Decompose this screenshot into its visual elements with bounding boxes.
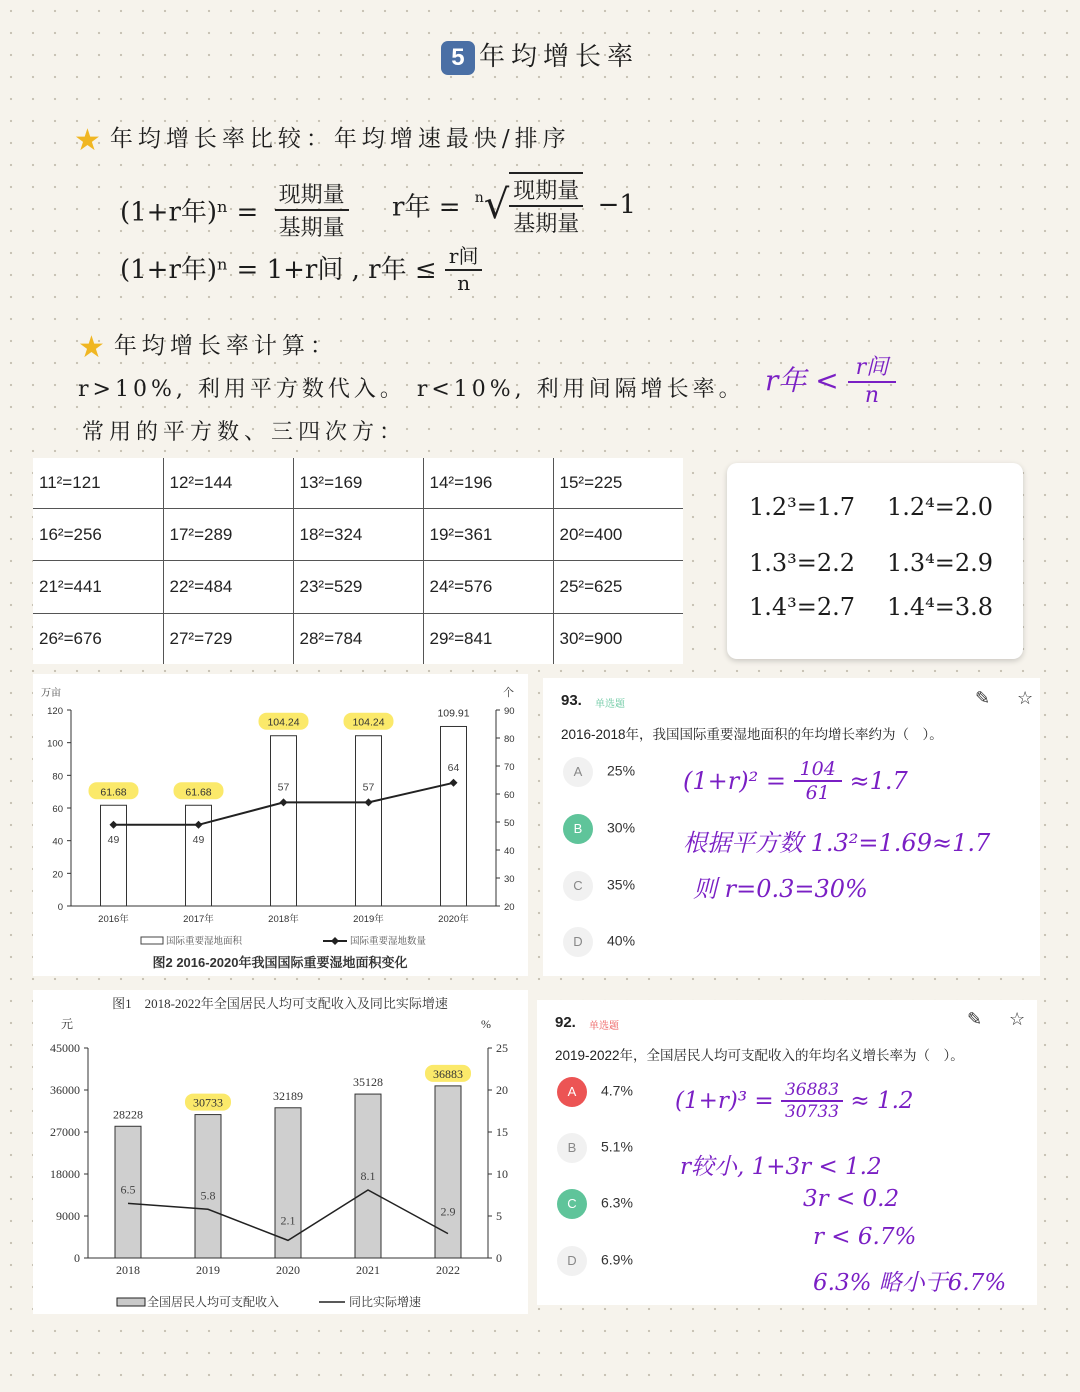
y-tick-label: 18000: [50, 1167, 80, 1181]
x-tick-label: 2020: [276, 1263, 300, 1277]
handwritten-note: r较小, 1+3r < 1.2: [680, 1154, 882, 1180]
y-tick-label: 0: [74, 1251, 80, 1265]
table-cell: 14²=196: [423, 458, 553, 509]
radical-sign: √: [483, 182, 510, 228]
option-c[interactable]: C 6.3%: [557, 1189, 633, 1219]
table-row: [33, 458, 683, 509]
table-cell: 23²=529: [293, 561, 423, 613]
y-tick-label-right: 0: [496, 1251, 502, 1265]
legend-bar-swatch: [117, 1298, 145, 1306]
y-tick-label: 45000: [50, 1041, 80, 1055]
power-entry: 1.4⁴=3.8: [887, 593, 994, 621]
fraction: $\frac{104}{61}$: [794, 758, 842, 804]
line-value-label: 2.9: [440, 1204, 456, 1219]
table-cell: 25²=625: [553, 561, 683, 613]
x-tick-label: 2019: [196, 1263, 220, 1277]
table-cell: 11²=121: [33, 458, 163, 509]
table-cell: 27²=729: [163, 613, 293, 664]
handwritten-note: 3r < 0.2: [803, 1186, 900, 1212]
y-tick-label: 20: [52, 869, 63, 881]
bar: [195, 1115, 221, 1258]
bar-value-label: 104.24: [267, 716, 300, 729]
table-cell: 30²=900: [553, 613, 683, 664]
section2-heading: ★ 年均增长率计算：: [78, 329, 338, 365]
line-value-label: 64: [447, 761, 460, 774]
option-a[interactable]: A 25%: [563, 757, 635, 787]
formula-growth-ratio: (1+r年)ⁿ = 现期量 基期量: [120, 178, 349, 242]
table-cell: 28²=784: [293, 613, 423, 664]
option-d[interactable]: D 40%: [563, 927, 635, 957]
power-entry: 1.3⁴=2.9: [887, 549, 994, 577]
handwritten-note: 则 r=0.3=30%: [693, 875, 868, 903]
table-cell: 19²=361: [423, 509, 553, 561]
table-cell: 13²=169: [293, 458, 423, 509]
y-tick-label: 60: [52, 804, 63, 815]
bar-value-label: 36883: [433, 1066, 463, 1081]
question-text: 2019-2022年，全国居民人均可支配收入的年均名义增长率为（ ）。: [555, 1048, 964, 1063]
y-tick-label-right: 80: [504, 734, 515, 745]
right-axis-unit: 个: [503, 687, 514, 699]
table-cell: 26²=676: [33, 613, 163, 664]
line-value-label: 6.5: [120, 1182, 136, 1197]
y-tick-label-right: 70: [504, 762, 515, 773]
legend-line-label: 国际重要湿地数量: [350, 936, 427, 947]
handwritten-note: (1+r)³ = $\frac{36883}{30733}$ ≈ 1.2: [675, 1080, 914, 1122]
question-number: 92.: [555, 1014, 576, 1031]
wetland-chart-panel: [33, 674, 528, 976]
option-b[interactable]: B 30%: [563, 814, 635, 844]
y-tick-label-right: 25: [496, 1041, 508, 1055]
table-cell: 20²=400: [553, 509, 683, 561]
x-tick-label: 2018: [116, 1263, 140, 1277]
bar: [441, 726, 467, 906]
line-value-label: 49: [192, 833, 205, 846]
legend-line-label: 同比实际增速: [349, 1295, 422, 1309]
x-tick-label: 2022: [436, 1263, 460, 1277]
legend-bar-swatch: [141, 937, 163, 944]
power-entry: 1.2⁴=2.0: [887, 493, 994, 521]
wetland-chart: [33, 674, 528, 976]
y-tick-label: 40: [52, 836, 63, 848]
table-cell: 24²=576: [423, 561, 553, 613]
bar-value-label: 104.24: [352, 716, 385, 729]
bar: [186, 805, 212, 906]
legend-line-marker: [331, 937, 339, 945]
ineq-note: r年 < r间 n: [765, 350, 896, 408]
calc-rule: r>10%, 利用平方数代入。 r<10%, 利用间隔增长率。: [78, 377, 745, 402]
title-text: 年均增长率: [478, 42, 639, 72]
formula-interval: (1+r年)ⁿ = 1+r间 , r年 ≤ r间 n: [120, 240, 482, 295]
option-a[interactable]: A 4.7%: [557, 1077, 633, 1107]
fraction: r间 n: [848, 350, 897, 408]
legend-bar-label: 全国居民人均可支配收入: [147, 1295, 280, 1309]
powers-card: [727, 463, 1023, 659]
bar-value-label: 28228: [113, 1107, 143, 1122]
x-tick-label: 2018年: [268, 914, 299, 925]
edit-icon[interactable]: ✎: [967, 1009, 983, 1029]
line-value-label: 57: [277, 781, 290, 794]
bar: [101, 805, 127, 906]
line-value-label: 49: [107, 833, 120, 846]
bar-value-label: 35128: [353, 1075, 383, 1090]
table-cell: 29²=841: [423, 613, 553, 664]
left-axis-unit: 万亩: [41, 688, 61, 699]
page-title: [0, 36, 1080, 75]
fraction: 现期量 基期量: [275, 178, 349, 242]
edit-icon[interactable]: ✎: [975, 688, 991, 708]
fraction: 现期量 基期量: [509, 172, 583, 238]
option-d[interactable]: D 6.9%: [557, 1246, 633, 1276]
line-value-label: 5.8: [200, 1188, 216, 1203]
table-cell: 15²=225: [553, 458, 683, 509]
handwritten-note: 根据平方数 1.3²=1.69≈1.7: [683, 829, 991, 857]
handwritten-note: 6.3% 略小于6.7%: [813, 1270, 1007, 1296]
table-row: [33, 561, 683, 613]
x-tick-label: 2020年: [438, 914, 469, 925]
x-tick-label: 2021: [356, 1263, 380, 1277]
legend-bar-label: 国际重要湿地面积: [166, 936, 243, 947]
x-tick-label: 2016年: [98, 914, 129, 925]
question-text: 2016-2018年，我国国际重要湿地面积的年均增长率约为（ ）。: [561, 727, 943, 742]
question-type-badge: 单选题: [595, 699, 625, 710]
y-tick-label-right: 40: [504, 846, 515, 857]
star-outline-icon[interactable]: ☆: [1009, 1009, 1026, 1029]
section-number-badge: 5: [441, 41, 475, 75]
bar-value-label: 32189: [273, 1088, 303, 1103]
bar: [356, 736, 382, 906]
y-tick-label-right: 20: [504, 902, 515, 913]
y-tick-label-right: 20: [496, 1083, 508, 1097]
y-tick-label-right: 50: [504, 818, 515, 829]
y-tick-label: 9000: [56, 1209, 80, 1223]
table-cell: 12²=144: [163, 458, 293, 509]
y-tick-label-right: 5: [496, 1209, 502, 1223]
powers-heading: 常用的平方数、三四次方：: [82, 420, 407, 445]
income-chart: [33, 990, 528, 1314]
power-entry: 1.2³=1.7: [749, 493, 856, 521]
squares-table: [33, 458, 683, 664]
bar-value-label: 61.68: [185, 786, 212, 799]
y-tick-label: 100: [47, 738, 63, 750]
bar: [435, 1086, 461, 1258]
table-row: [33, 509, 683, 561]
handwritten-note: r < 6.7%: [813, 1224, 917, 1250]
y-tick-label-right: 90: [504, 706, 515, 717]
question-93-card: [543, 678, 1040, 976]
section1-heading: ★ 年均增长率比较：年均增速最快/排序: [74, 122, 571, 158]
line-value-label: 57: [362, 781, 375, 794]
table-cell: 22²=484: [163, 561, 293, 613]
fraction: r间 n: [445, 240, 483, 295]
chart-title: 图1 2018-2022年全国居民人均可支配收入及同比实际增速: [112, 996, 448, 1011]
line-value-label: 8.1: [360, 1168, 376, 1183]
y-tick-label-right: 60: [504, 790, 515, 801]
table-cell: 17²=289: [163, 509, 293, 561]
income-chart-panel: [33, 990, 528, 1314]
table-cell: 21²=441: [33, 561, 163, 613]
bar-value-label: 30733: [193, 1095, 223, 1110]
y-tick-label-right: 10: [496, 1167, 508, 1181]
chart-title: 图2 2016-2020年我国国际重要湿地面积变化: [152, 955, 408, 970]
table-row: [33, 613, 683, 664]
bar: [271, 736, 297, 906]
y-tick-label: 80: [52, 771, 63, 783]
left-axis-unit: 元: [61, 1017, 74, 1031]
y-tick-label-right: 30: [504, 874, 515, 885]
y-tick-label: 36000: [50, 1083, 80, 1097]
question-number: 93.: [561, 692, 582, 709]
x-tick-label: 2019年: [353, 914, 384, 925]
question-92-card: [537, 1000, 1037, 1305]
fraction: $\frac{36883}{30733}$: [781, 1080, 843, 1122]
question-type-badge: 单选题: [589, 1021, 619, 1032]
star-outline-icon[interactable]: ☆: [1017, 688, 1034, 708]
line-value-label: 2.1: [280, 1213, 296, 1228]
y-tick-label: 27000: [50, 1125, 80, 1139]
table-cell: 16²=256: [33, 509, 163, 561]
bar-value-label: 61.68: [100, 786, 127, 799]
star-icon: ★: [78, 329, 110, 365]
power-entry: 1.3³=2.2: [749, 549, 856, 577]
handwritten-note: (1+r)² = $\frac{104}{61}$ ≈1.7: [683, 758, 908, 804]
formula-root: r年 = $^n$√ 现期量 基期量 −1: [392, 172, 636, 238]
right-axis-unit: %: [481, 1017, 491, 1031]
y-tick-label: 0: [57, 902, 63, 913]
x-tick-label: 2017年: [183, 914, 214, 925]
option-c[interactable]: C 35%: [563, 871, 635, 901]
y-tick-label: 120: [47, 706, 63, 717]
star-icon: ★: [74, 122, 106, 158]
bar-value-label: 109.91: [437, 707, 470, 720]
table-cell: 18²=324: [293, 509, 423, 561]
power-entry: 1.4³=2.7: [749, 593, 856, 621]
option-b[interactable]: B 5.1%: [557, 1133, 633, 1163]
y-tick-label-right: 15: [496, 1125, 508, 1139]
